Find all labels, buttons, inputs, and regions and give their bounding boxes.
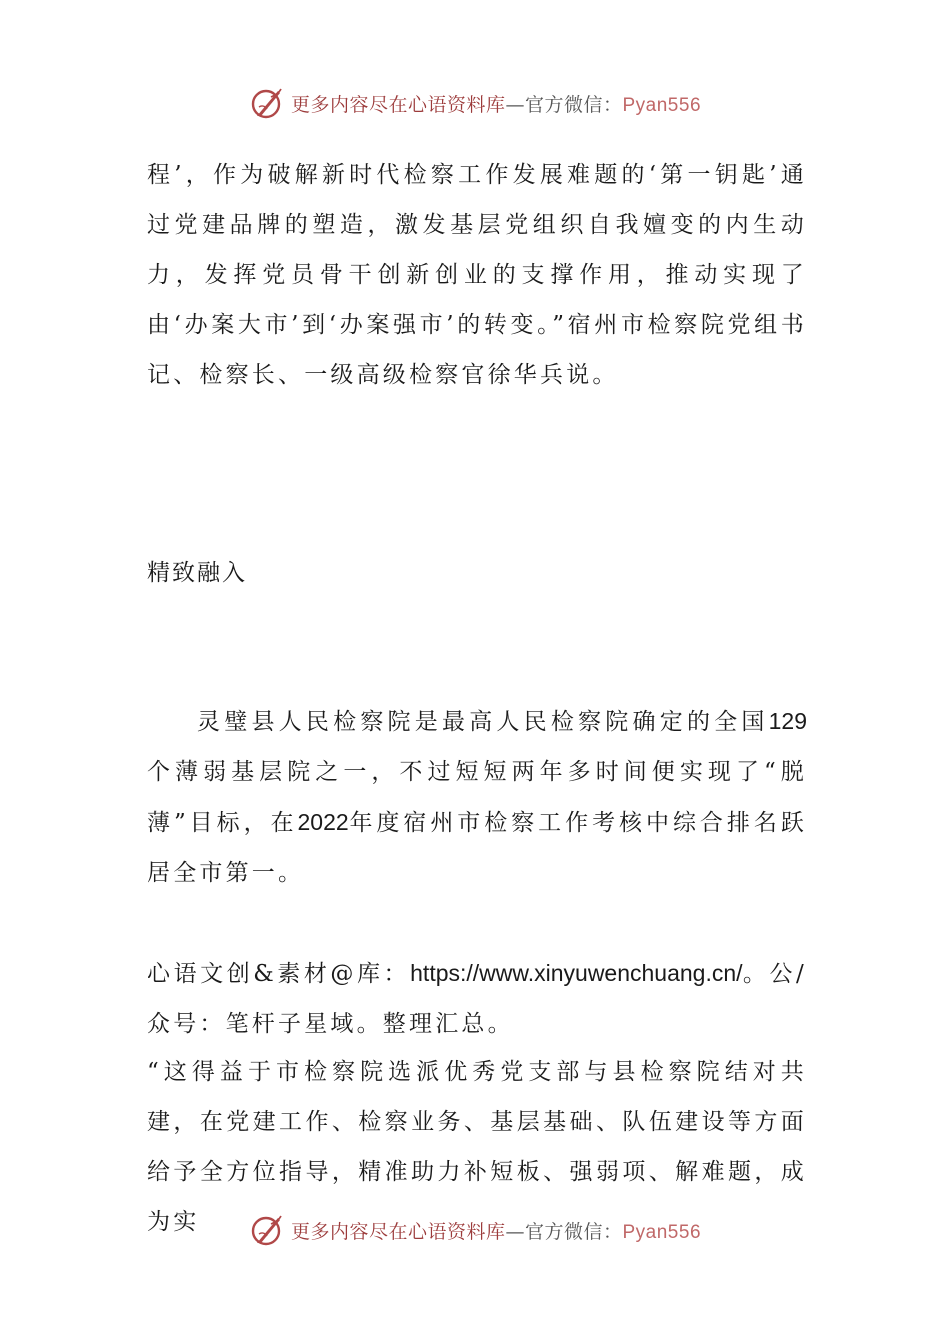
quill-logo-icon <box>249 1212 285 1248</box>
paragraph-lingbi-number-129: 129 <box>768 708 807 734</box>
paragraph-lingbi <box>147 696 807 898</box>
banner-dash: — <box>505 1220 525 1243</box>
banner-dash: — <box>505 93 525 116</box>
spacer <box>147 898 807 948</box>
paragraph-source-note <box>147 948 807 1049</box>
source-note-url: https://www.xinyuwenchuang.cn/ <box>410 960 743 986</box>
banner-account: Pyan556 <box>622 94 702 116</box>
section-heading: 精致融入 <box>147 560 247 586</box>
banner-main-text: 更多内容尽在心语资料库 <box>290 1220 506 1243</box>
document-body <box>147 150 807 1247</box>
banner-main-text: 更多内容尽在心语资料库 <box>290 93 506 116</box>
spacer <box>147 400 807 548</box>
banner-text <box>291 1217 701 1244</box>
footer-watermark <box>0 1210 950 1250</box>
banner-text <box>291 90 701 117</box>
header-watermark <box>0 83 950 123</box>
paragraph-lingbi-text-a: 灵璧县人民检察院是最高人民检察院确定的全国 <box>197 709 769 735</box>
spacer <box>147 598 807 696</box>
source-note-text-a: 心语文创&素材@库： <box>147 961 411 987</box>
banner-wechat-label: 官方微信： <box>524 1220 623 1243</box>
quill-logo-icon <box>249 85 285 121</box>
paragraph-lingbi-text-c: 年度宿州市检察工作考核中综合排名跃居全市第一。 <box>147 810 807 886</box>
paragraph-quote-continuation: 程’，作为破解新时代检察工作发展难题的‘第一钥匙’通过党建品牌的塑造，激发基层党组织自我嬗变的内生动力，发挥党员骨干创新创业的支撑作用，推动实现了由‘办案大市’到‘办案强市’的转变。”宿州市检察院党组书记、检察长、一级高级检察官徐华兵说。 <box>147 162 807 388</box>
banner-wechat-label: 官方微信： <box>524 93 623 116</box>
paragraph-lingbi-text-b: 个薄弱基层院之一，不过短短两年多时间便实现了“脱薄”目标，在 <box>147 759 807 836</box>
banner-account: Pyan556 <box>622 1221 702 1243</box>
paragraph-pairing-quote: “这得益于市检察院选派优秀党支部与县检察院结对共建，在党建工作、检察业务、基层基础、队伍建设等方面给予全方位指导，精准助力补短板、强弱项、解难题，成为实 <box>147 1059 807 1235</box>
source-note-text-b: 。公/众号：笔杆子星域。整理汇总。 <box>147 961 807 1037</box>
paragraph-lingbi-number-2022: 2022 <box>297 809 349 835</box>
